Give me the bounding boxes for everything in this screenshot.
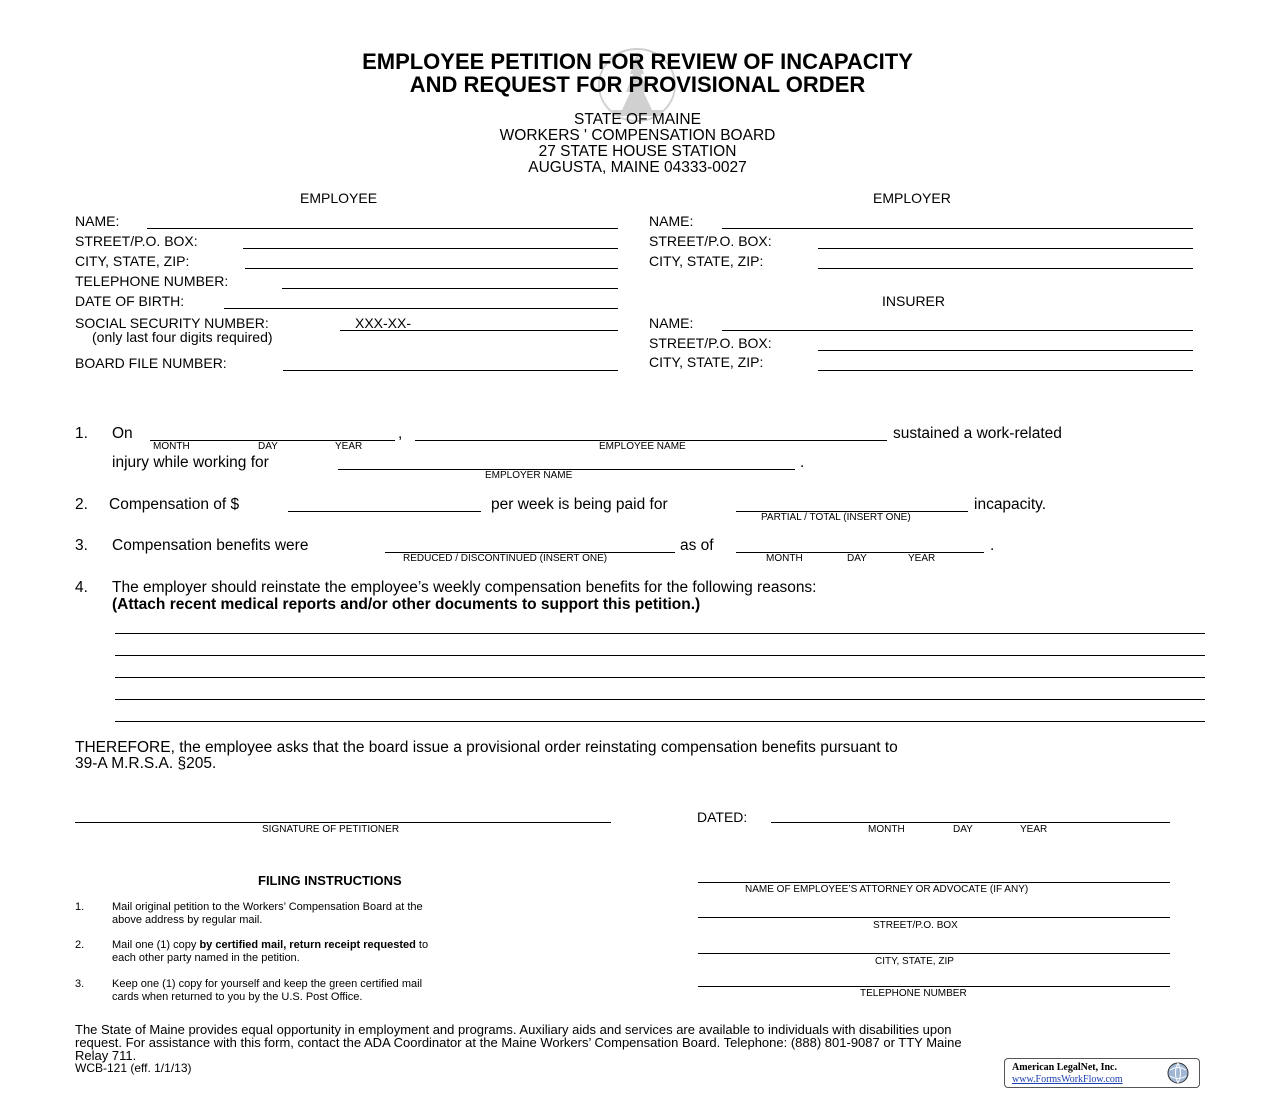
attorney-phone-field[interactable] <box>698 986 1170 987</box>
attorney-name-caption: NAME OF EMPLOYEE’S ATTORNEY OR ADVOCATE (IF ANY) <box>745 884 1029 895</box>
attorney-street-caption: STREET/P.O. BOX <box>873 920 958 931</box>
filing-item2-pre: Mail one (1) copy <box>112 939 200 951</box>
item2-number: 2. <box>75 496 88 513</box>
footer-line1: The State of Maine provides equal opportunity in employment and programs. Auxiliary aids and services are available to individuals with disabilities upon <box>75 1022 952 1037</box>
item2-type-caption: PARTIAL / TOTAL (INSERT ONE) <box>761 512 911 523</box>
footer-line2: request. For assistance with this form, contact the ADA Coordinator at the Maine Workers’ Compensation Board. Telephone: (888) 801-9087 or TTY Maine <box>75 1035 962 1050</box>
dated-month-caption: MONTH <box>868 824 905 835</box>
employer-name-field[interactable] <box>722 228 1193 229</box>
insurer-street-field[interactable] <box>818 350 1193 351</box>
item2-amount-field[interactable] <box>288 511 481 512</box>
employee-ssn-label: SOCIAL SECURITY NUMBER: <box>75 315 269 331</box>
item4-number: 4. <box>75 579 88 596</box>
therefore-line2: 39-A M.R.S.A. §205. <box>75 755 217 772</box>
employee-dob-label: DATE OF BIRTH: <box>75 293 185 309</box>
item2-incapacity: incapacity. <box>974 496 1047 513</box>
american-legalnet-logo[interactable] <box>1004 1058 1200 1088</box>
item1-number: 1. <box>75 425 88 442</box>
signature-field[interactable] <box>75 822 611 823</box>
item1-comma: , <box>398 425 403 442</box>
employer-heading: EMPLOYER <box>873 190 951 206</box>
globe-icon <box>1165 1061 1191 1085</box>
insurer-street-label: STREET/P.O. BOX: <box>649 335 772 351</box>
filing-item2-line2: each other party named in the petition. <box>112 952 300 964</box>
form-title-line2: AND REQUEST FOR PROVISIONAL ORDER <box>409 72 866 97</box>
employee-heading: EMPLOYEE <box>300 190 378 206</box>
signature-caption: SIGNATURE OF PETITIONER <box>262 824 400 835</box>
item1-day-caption: DAY <box>258 441 278 452</box>
reason-line[interactable] <box>115 677 1205 678</box>
item3-year-caption: YEAR <box>908 553 936 564</box>
item1-employee-name-caption: EMPLOYEE NAME <box>599 441 686 452</box>
employer-city-field[interactable] <box>818 268 1193 269</box>
filing-item2-number: 2. <box>75 939 85 951</box>
reason-line[interactable] <box>115 699 1205 700</box>
therefore-line1: THEREFORE, the employee asks that the board issue a provisional order reinstating compensation benefits pursuant to <box>75 739 898 756</box>
employee-ssn-value: XXX-XX- <box>355 315 412 331</box>
attorney-street-field[interactable] <box>698 917 1170 918</box>
employee-street-label: STREET/P.O. BOX: <box>75 233 198 249</box>
item3-day-caption: DAY <box>847 553 867 564</box>
employee-board-file-field[interactable] <box>283 370 618 371</box>
reason-line[interactable] <box>115 633 1205 634</box>
filing-heading: FILING INSTRUCTIONS <box>258 873 402 888</box>
insurer-name-label: NAME: <box>649 315 694 331</box>
item1-employer-name-caption: EMPLOYER NAME <box>485 470 573 481</box>
attorney-city-caption: CITY, STATE, ZIP <box>875 956 954 967</box>
item1-month-caption: MONTH <box>153 441 190 452</box>
employer-street-field[interactable] <box>818 248 1193 249</box>
item1-on: On <box>112 425 133 442</box>
employee-dob-field[interactable] <box>224 308 618 309</box>
employee-name-field[interactable] <box>147 228 618 229</box>
insurer-heading: INSURER <box>882 293 946 309</box>
logo-company: American LegalNet, Inc. <box>1012 1062 1117 1073</box>
footer-line3: Relay 711. <box>75 1048 137 1063</box>
dated-label: DATED: <box>697 809 748 825</box>
dated-field[interactable] <box>771 822 1170 823</box>
employee-phone-label: TELEPHONE NUMBER: <box>75 273 229 289</box>
reason-line[interactable] <box>115 721 1205 722</box>
employee-city-label: CITY, STATE, ZIP: <box>75 253 190 269</box>
address-line: WORKERS ' COMPENSATION BOARD <box>499 127 776 144</box>
item3-period: . <box>990 537 995 554</box>
item4-text: The employer should reinstate the employee’s weekly compensation benefits for the following reasons: <box>112 579 817 596</box>
item2-comp: Compensation of $ <box>109 496 240 513</box>
item3-number: 3. <box>75 537 88 554</box>
attorney-phone-caption: TELEPHONE NUMBER <box>860 988 967 999</box>
filing-item2-bold: by certified mail, return receipt requested <box>199 939 416 951</box>
form-title-line1: EMPLOYEE PETITION FOR REVIEW OF INCAPACITY <box>362 49 913 74</box>
employee-ssn-note: (only last four digits required) <box>92 329 273 345</box>
logo-url[interactable]: www.FormsWorkFlow.com <box>1012 1074 1123 1085</box>
employee-street-field[interactable] <box>243 248 618 249</box>
insurer-city-label: CITY, STATE, ZIP: <box>649 354 764 370</box>
dated-day-caption: DAY <box>953 824 973 835</box>
item3-benefits: Compensation benefits were <box>112 537 309 554</box>
filing-item1-line2: above address by regular mail. <box>112 914 263 926</box>
filing-item3-line2: cards when returned to you by the U.S. Post Office. <box>112 991 363 1003</box>
item3-status-caption: REDUCED / DISCONTINUED (INSERT ONE) <box>403 553 608 564</box>
item3-month-caption: MONTH <box>766 553 803 564</box>
item4-attach-note: (Attach recent medical reports and/or other documents to support this petition.) <box>112 596 701 613</box>
item1-period: . <box>800 454 805 471</box>
filing-item3-number: 3. <box>75 978 85 990</box>
item1-year-caption: YEAR <box>335 441 363 452</box>
item3-as-of: as of <box>680 537 714 554</box>
attorney-city-field[interactable] <box>698 953 1170 954</box>
employer-street-label: STREET/P.O. BOX: <box>649 233 772 249</box>
address-line: AUGUSTA, MAINE 04333-0027 <box>528 159 747 176</box>
employee-city-field[interactable] <box>245 268 618 269</box>
attorney-name-field[interactable] <box>698 882 1170 883</box>
insurer-name-field[interactable] <box>722 330 1193 331</box>
address-line: STATE OF MAINE <box>574 111 701 128</box>
filing-item2-post: to <box>415 939 429 951</box>
employee-name-label: NAME: <box>75 213 120 229</box>
dated-year-caption: YEAR <box>1020 824 1048 835</box>
reason-line[interactable] <box>115 655 1205 656</box>
employee-ssn-field[interactable] <box>340 330 618 331</box>
filing-item1-number: 1. <box>75 901 85 913</box>
employer-name-label: NAME: <box>649 213 694 229</box>
employee-board-file-label: BOARD FILE NUMBER: <box>75 355 227 371</box>
item1-sustained: sustained a work-related <box>893 425 1062 442</box>
filing-item3-line1: Keep one (1) copy for yourself and keep the green certified mail <box>112 978 423 990</box>
item1-injury: injury while working for <box>112 454 269 471</box>
employer-city-label: CITY, STATE, ZIP: <box>649 253 764 269</box>
employee-phone-field[interactable] <box>282 288 618 289</box>
insurer-city-field[interactable] <box>818 370 1193 371</box>
form-id: WCB-121 (eff. 1/1/13) <box>75 1061 192 1075</box>
filing-item2-line1 <box>112 939 428 951</box>
address-line: 27 STATE HOUSE STATION <box>538 143 737 160</box>
filing-item1-line1: Mail original petition to the Workers’ Compensation Board at the <box>112 901 423 913</box>
item2-per-week: per week is being paid for <box>491 496 668 513</box>
